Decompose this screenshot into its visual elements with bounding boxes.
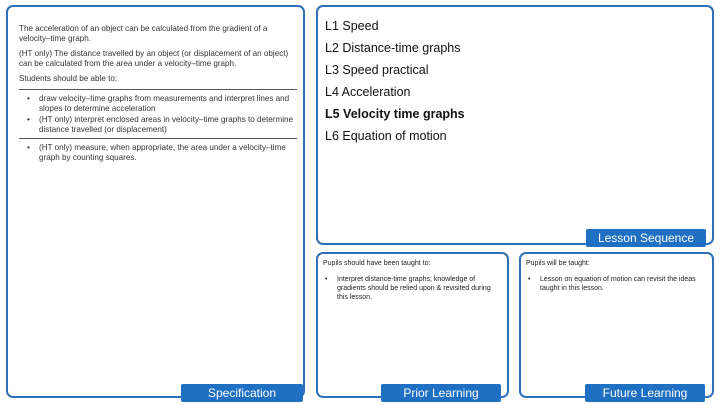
spec-bullet-list-1 [19, 94, 297, 135]
prior-learning-heading: Pupils should have been taught to: [323, 260, 431, 267]
divider [19, 138, 297, 139]
prior-learning-panel [316, 252, 509, 398]
future-learning-list [526, 275, 706, 293]
spec-bullet-list-2 [19, 143, 297, 163]
divider [19, 89, 297, 90]
future-learning-tab: Future Learning [585, 384, 705, 402]
lesson-item-4: L4 Acceleration [325, 85, 411, 99]
lesson-item-3: L3 Speed practical [325, 63, 429, 77]
spec-paragraph-1: The acceleration of an object can be calculated from the gradient of a velocity–time graph. [19, 24, 268, 43]
list-item: • Interpret distance-time graphs; knowledge of gradients should be relied upon & revisited during this lesson. [323, 275, 501, 302]
lesson-list [325, 15, 465, 147]
lesson-item-2: L2 Distance-time graphs [325, 41, 461, 55]
specification-panel [6, 5, 305, 398]
lesson-item-6: L6 Equation of motion [325, 129, 447, 143]
list-item: • (HT only) interpret enclosed areas in velocity–time graphs to determine distance travelled (or displacement) [19, 115, 297, 135]
list-item: • draw velocity–time graphs from measurements and interpret lines and slopes to determine acceleration [19, 94, 297, 114]
lesson-item-1: L1 Speed [325, 19, 379, 33]
future-learning-panel [519, 252, 714, 398]
future-learning-heading: Pupils will be taught: [526, 260, 590, 267]
future-learning-content [526, 259, 706, 293]
spec-paragraph-2: (HT only) The distance travelled by an object (or displacement of an object) can be calculated from the area under a velocity–time graph. [19, 49, 289, 68]
prior-learning-content [323, 259, 501, 302]
specification-content [19, 24, 297, 164]
prior-learning-list [323, 275, 501, 302]
list-item: • (HT only) measure, when appropriate, the area under a velocity–time graph by counting squares. [19, 143, 297, 163]
spec-paragraph-3: Students should be able to: [19, 74, 118, 83]
prior-learning-tab: Prior Learning [381, 384, 501, 402]
lesson-item-5-current: L5 Velocity time graphs [325, 107, 465, 121]
lesson-sequence-panel [316, 5, 714, 245]
lesson-sequence-tab: Lesson Sequence [586, 229, 706, 247]
specification-tab: Specification [181, 384, 303, 402]
list-item: • Lesson on equation of motion can revisit the ideas taught in this lesson. [526, 275, 706, 293]
